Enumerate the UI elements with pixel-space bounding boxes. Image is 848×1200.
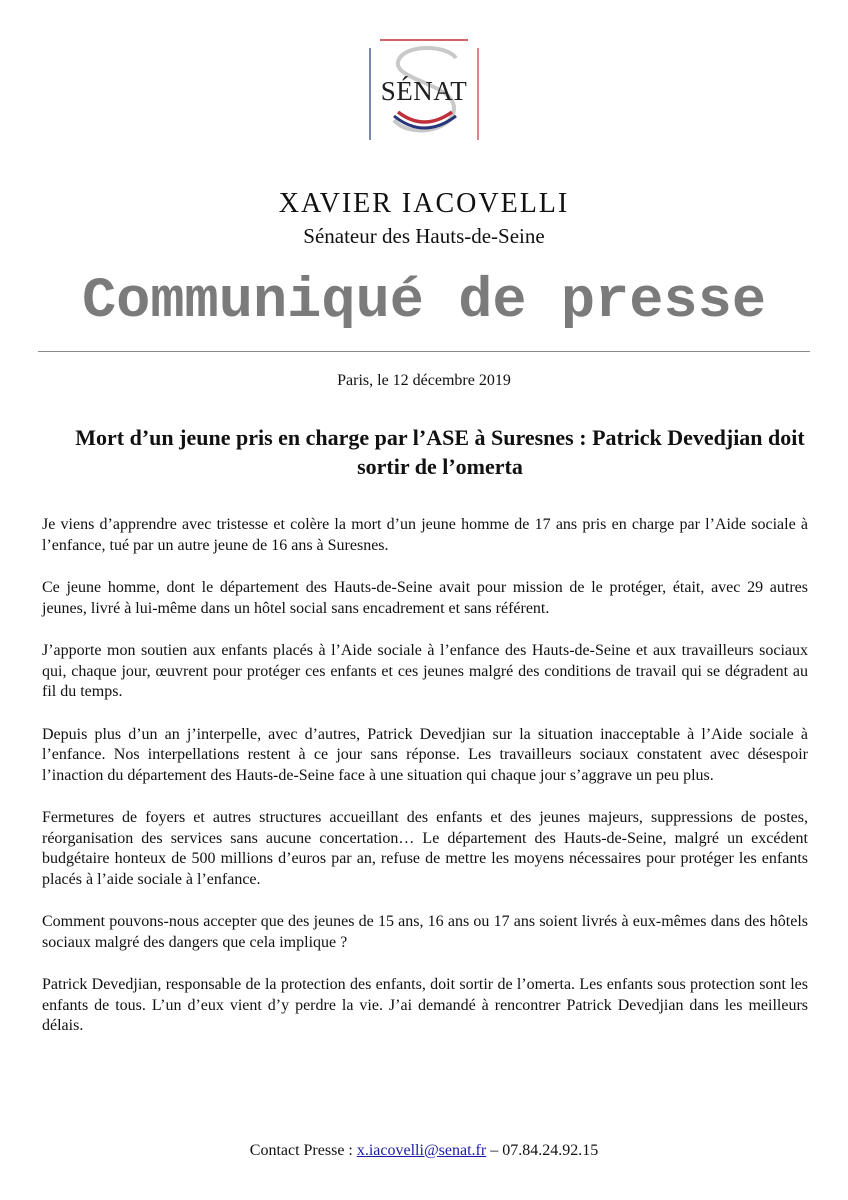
sender-title: Sénateur des Hauts-de-Seine xyxy=(303,224,545,248)
senat-logo xyxy=(368,36,480,144)
paragraph: Fermetures de foyers et autres structures accueillant des enfants et des jeunes majeurs, suppressions de postes, réorganisation des services sans aucune concertation… Le département des Hauts-de-Seine, malgré un excédent budgétaire honteux de 500 millions d’euros par an, refuse de mettre les moyens nécessaires pour protéger les enfants placés à l’aide sociale à l’enfance. xyxy=(42,809,808,888)
paragraph: Patrick Devedjian, responsable de la protection des enfants, doit sortir de l’omerta. Les enfants sous protection sont les enfants de tous. L’un d’eux vient d’y perdre la vie. J’ai demandé à rencontrer Patrick Devedjian dans les meilleurs délais. xyxy=(42,976,808,1034)
header-divider xyxy=(38,351,810,352)
headline: Mort d’un jeune pris en charge par l’ASE à Suresnes : Patrick Devedjian doit sortir de l’omerta xyxy=(75,425,805,479)
contact-footer xyxy=(0,1142,848,1160)
paragraph: Ce jeune homme, dont le département des Hauts-de-Seine avait pour mission de le protéger, était, avec 29 autres jeunes, livré à lui-même dans un hôtel social sans encadrement et sans référent. xyxy=(42,579,808,617)
contact-email-link[interactable]: x.iacovelli@senat.fr xyxy=(356,1142,487,1159)
senat-logo-text: SÉNAT xyxy=(380,76,468,106)
contact-label: Contact Presse : xyxy=(249,1142,353,1159)
contact-phone: 07.84.24.92.15 xyxy=(502,1142,599,1159)
sender-name: XAVIER IACOVELLI xyxy=(278,188,570,219)
contact-separator: – xyxy=(490,1142,499,1159)
paragraph: Depuis plus d’un an j’interpelle, avec d’autres, Patrick Devedjian sur la situation inacceptable à l’Aide sociale à l’enfance. Nos interpellations restent à ce jour sans réponse. Les travailleurs sociaux constatent avec désespoir l’inaction du département des Hauts-de-Seine face à une situation qui chaque jour s’aggrave un peu plus. xyxy=(42,725,808,784)
paragraph: J’apporte mon soutien aux enfants placés à l’Aide sociale à l’enfance des Hauts-de-Seine et aux travailleurs sociaux qui, chaque jour, œuvrent pour protéger ces enfants et ces jeunes malgré des conditions de travail qui se dégradent au fil du temps. xyxy=(42,642,808,700)
body-text xyxy=(42,515,808,1059)
document-type-heading: Communiqué de presse xyxy=(81,270,767,334)
paragraph: Comment pouvons-nous accepter que des jeunes de 15 ans, 16 ans ou 17 ans soient livrés à eux-mêmes dans des hôtels sociaux malgré des dangers que cela implique ? xyxy=(42,913,808,951)
paragraph: Je viens d’apprendre avec tristesse et colère la mort d’un jeune homme de 17 ans pris en charge par l’Aide sociale à l’enfance, tué par un autre jeune de 16 ans à Suresnes. xyxy=(42,516,808,554)
dateline: Paris, le 12 décembre 2019 xyxy=(337,372,511,389)
